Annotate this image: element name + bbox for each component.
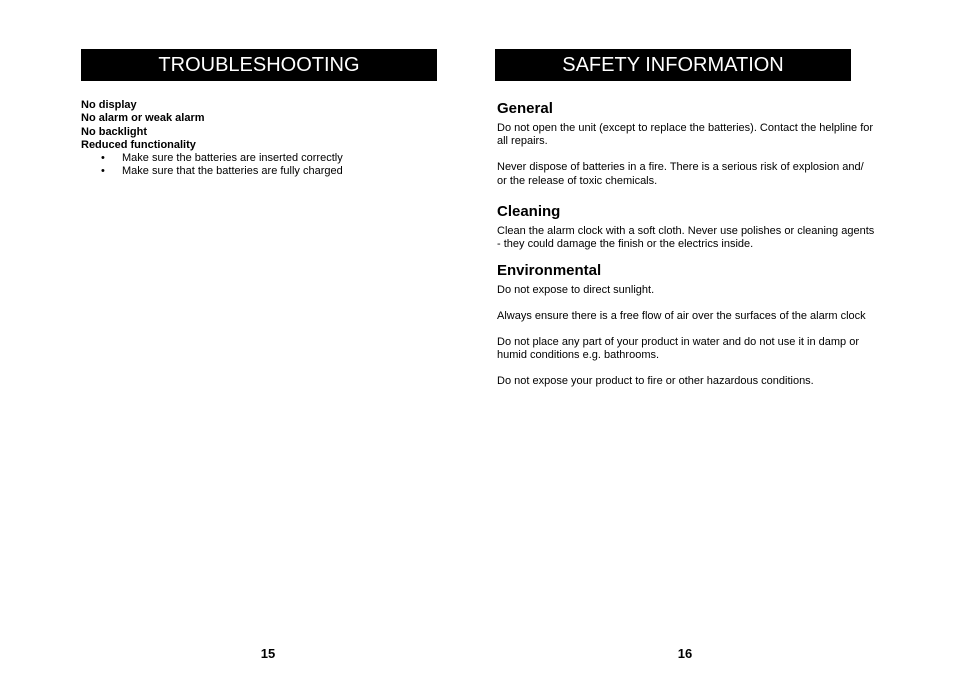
bullet-icon: • <box>101 152 105 165</box>
paragraph: Do not expose to direct sunlight. <box>497 283 655 296</box>
safety-information-title: SAFETY INFORMATION <box>495 49 851 81</box>
paragraph: Clean the alarm clock with a soft cloth. Never use polishes or cleaning agents - they could damage the finish or the electrics inside. <box>497 224 875 251</box>
paragraph: Do not place any part of your product in water and do not use it in damp or humid conditions e.g. bathrooms. <box>497 335 859 362</box>
paragraph: Always ensure there is a free flow of air over the surfaces of the alarm clock <box>497 309 866 322</box>
remedy-item <box>81 152 421 165</box>
section-heading: Cleaning <box>497 202 561 220</box>
safety-content <box>497 99 875 388</box>
remedy-list <box>81 152 421 179</box>
remedy-item <box>81 165 421 178</box>
section-heading: Environmental <box>497 261 602 279</box>
paragraph: Do not open the unit (except to replace the batteries). Contact the helpline for all repairs. <box>497 122 874 148</box>
paragraph: Do not expose your product to fire or other hazardous conditions. <box>497 375 814 388</box>
symptom-heading: Reduced functionality <box>81 138 196 151</box>
cleaning-section <box>497 202 875 252</box>
symptom-heading: No display <box>81 99 137 111</box>
troubleshooting-list <box>81 99 421 179</box>
right-page <box>495 0 875 675</box>
bullet-icon: • <box>101 165 105 178</box>
troubleshooting-title: TROUBLESHOOTING <box>81 49 437 81</box>
symptom-heading: No backlight <box>81 125 148 138</box>
remedy-text: Make sure the batteries are inserted correctly <box>122 152 343 165</box>
general-section <box>497 99 875 188</box>
left-page <box>81 0 441 675</box>
section-heading: General <box>497 100 553 117</box>
environmental-section <box>497 261 875 389</box>
page-number: 16 <box>677 646 693 661</box>
paragraph: Never dispose of batteries in a fire. There is a serious risk of explosion and/ or the release of toxic chemicals. <box>497 161 864 187</box>
symptom-heading: No alarm or weak alarm <box>81 112 205 125</box>
remedy-text: Make sure that the batteries are fully charged <box>122 165 343 178</box>
page-number: 15 <box>260 646 276 661</box>
